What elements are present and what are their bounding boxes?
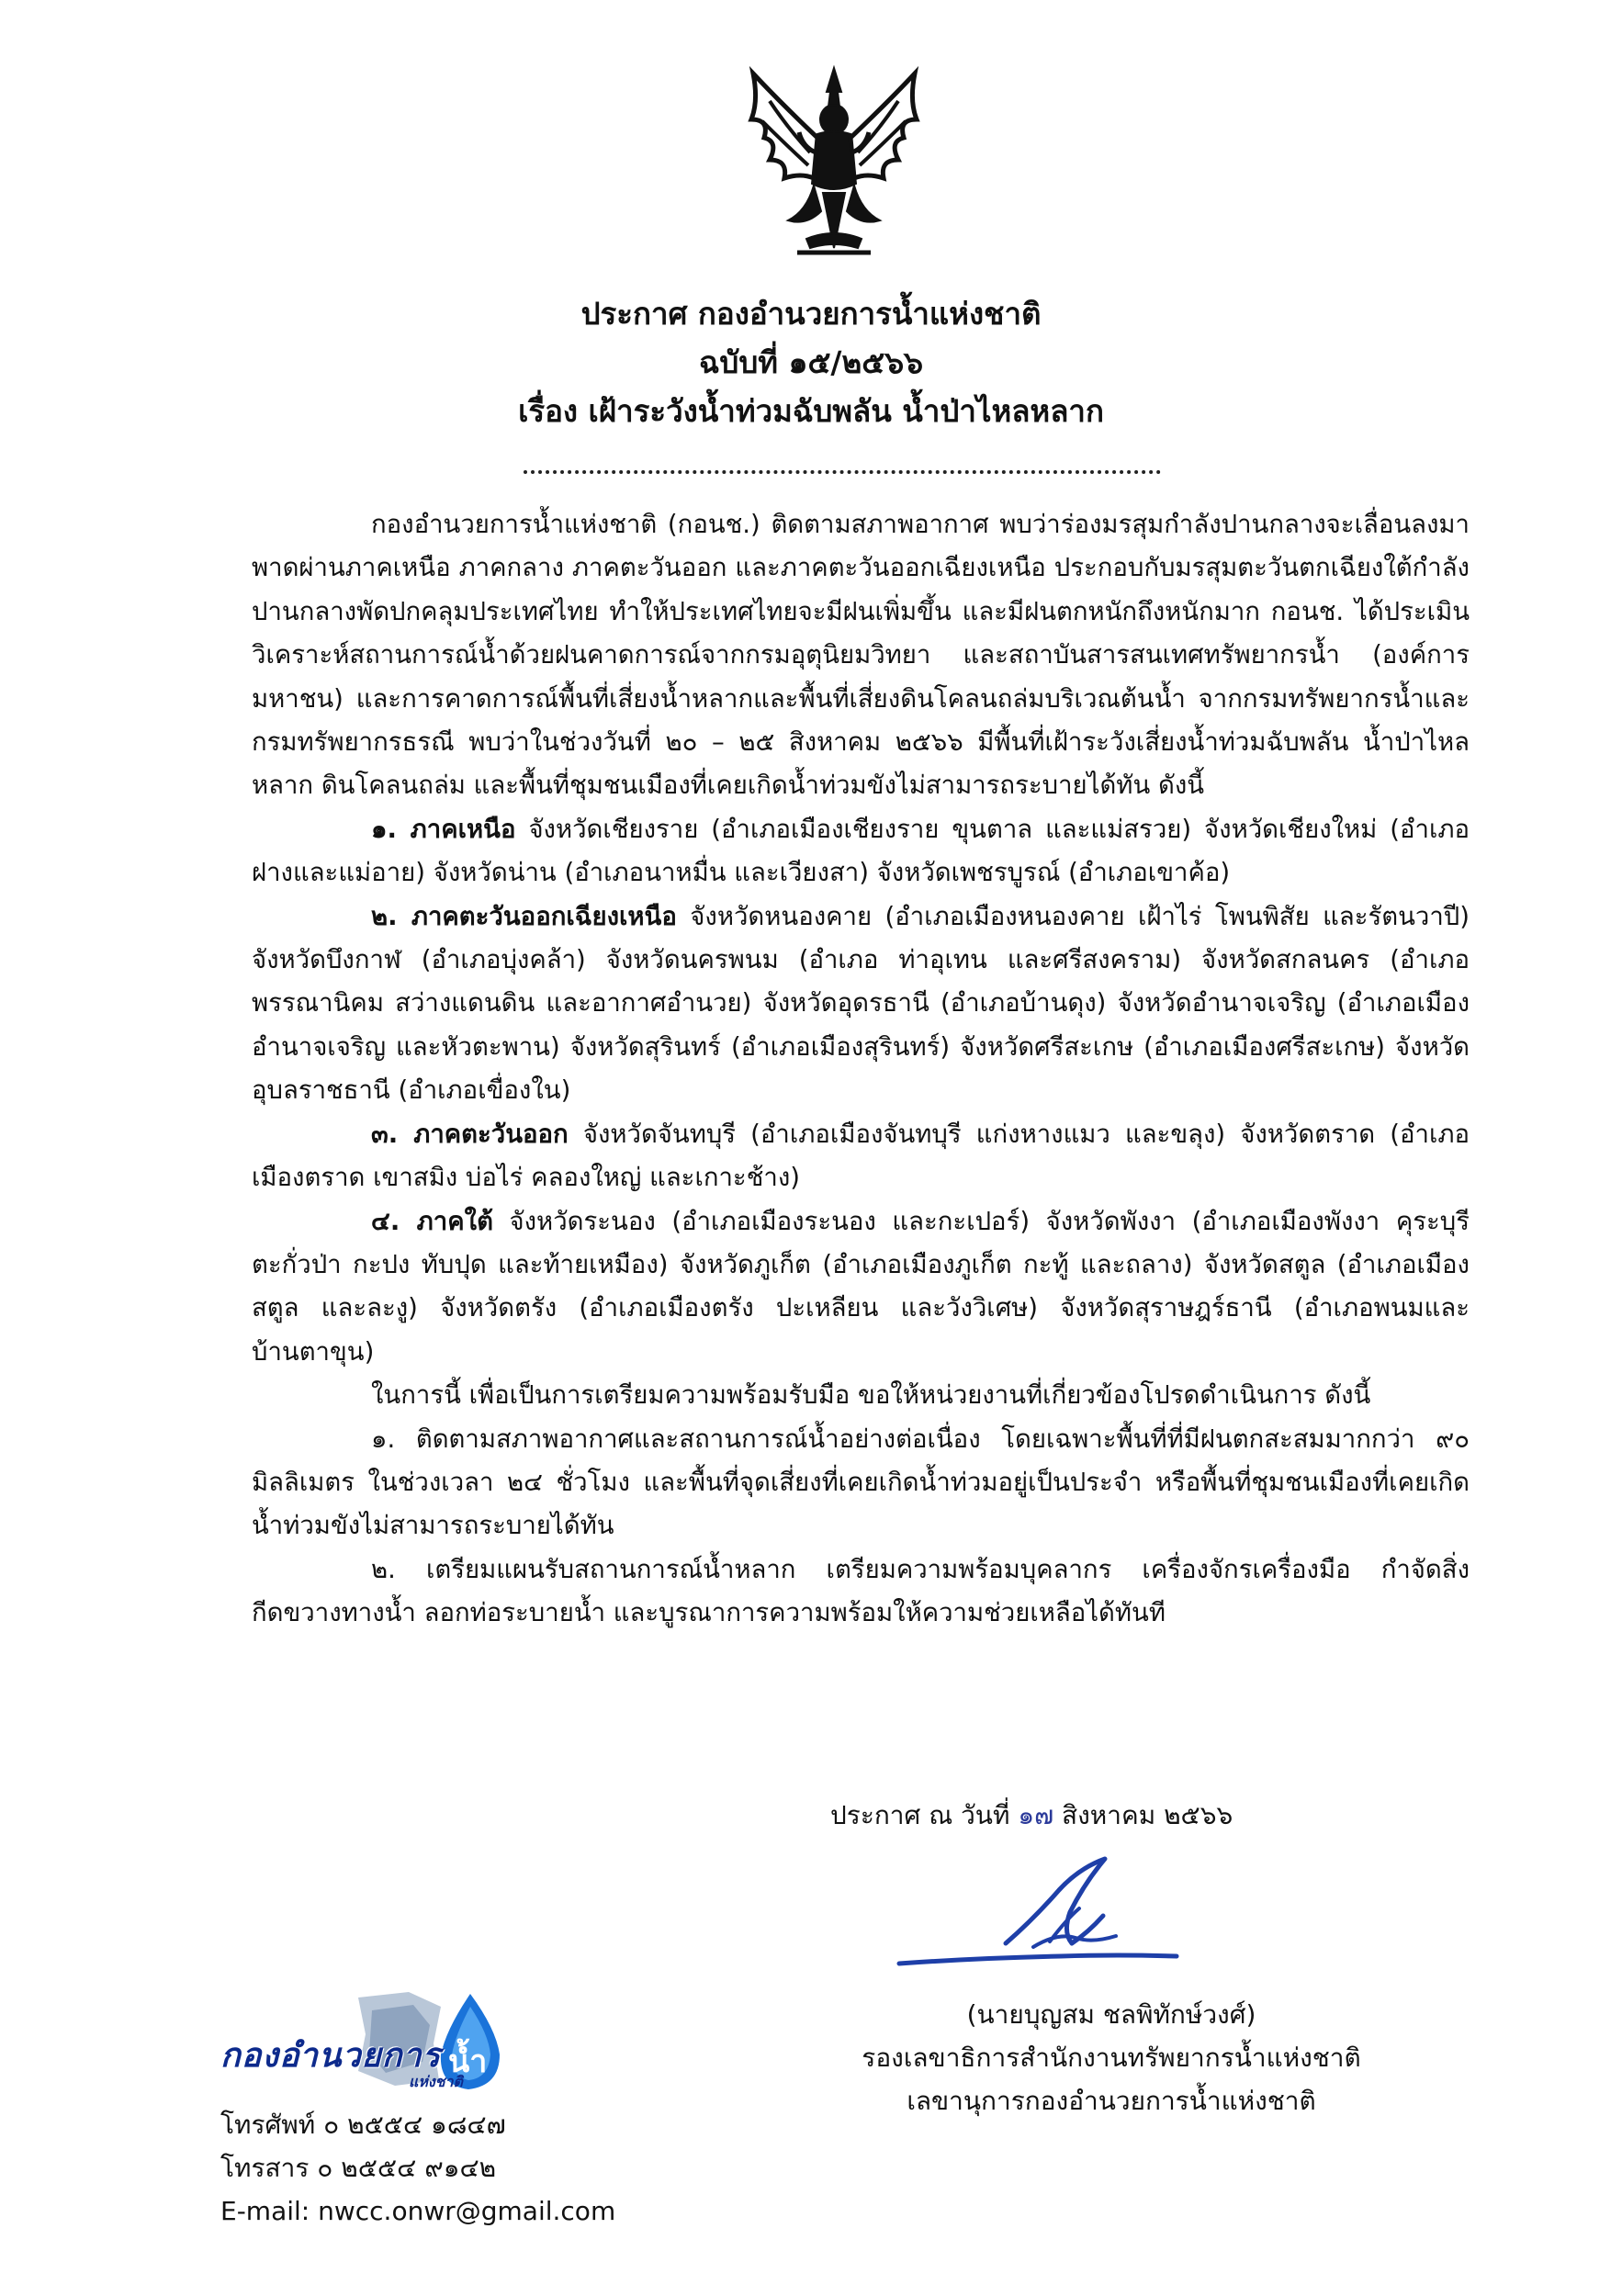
date-day: ๑๗ <box>1018 1800 1054 1830</box>
announcement-date <box>830 1794 1381 1838</box>
region-paragraph-northeast <box>252 895 1470 1113</box>
signer-position-2: เลขานุการกองอำนวยการน้ำแห่งชาติ <box>907 2086 1316 2116</box>
intro-paragraph: กองอำนวยการน้ำแห่งชาติ (กอนช.) ติดตามสภาพอากาศ พบว่าร่องมรสุมกำลังปานกลางจะเลื่อนลงมาพาดผ่านภาคเหนือ ภาคกลาง ภาคตะวันออก และภาคตะวันออกเฉียงเหนือ ประกอบกับมรสุมตะวันตกเฉียงใต้กำลังปานกลางพัดปกคลุมประเทศไทย ทำให้ประเทศไทยจะมีฝนเพิ่มขึ้น และมีฝนตกหนักถึงหนักมาก กอนช. ได้ประเมินวิเคราะห์สถานการณ์น้ำด้วยฝนคาดการณ์จากกรมอุตุนิยมวิทยา และสถาบันสารสนเทศทรัพยากรน้ำ (องค์การมหาชน) และการคาดการณ์พื้นที่เสี่ยงน้ำหลากและพื้นที่เสี่ยงดินโคลนถล่มบริเวณต้นน้ำ จากกรมทรัพยากรน้ำและกรมทรัพยากรธรณี พบว่าในช่วงวันที่ ๒๐ – ๒๕ สิงหาคม ๒๕๖๖ มีพื้นที่เฝ้าระวังเสี่ยงน้ำท่วมฉับพลัน น้ำป่าไหลหลาก ดินโคลนถล่ม และพื้นที่ชุมชนเมืองที่เคยเกิดน้ำท่วมขังไม่สามารถระบายได้ทัน ดังนี้ <box>252 510 1470 801</box>
title-line-number: ฉบับที่ ๑๕/๒๕๖๖ <box>698 344 924 380</box>
garuda-emblem-icon <box>742 64 926 262</box>
action-item: ๒. เตรียมแผนรับสถานการณ์น้ำหลาก เตรียมความพร้อมบุคลากร เครื่องจักรเครื่องมือ กำจัดสิ่งกีดขวางทางน้ำ ลอกท่อระบายน้ำ และบูรณาการความพร้อมให้ความช่วยเหลือได้ทันที <box>252 1554 1470 1628</box>
signer-name: (นายบุญสม ชลพิทักษ์วงศ์) <box>966 1999 1256 2030</box>
title-line-subject: เรื่อง เฝ้าระวังน้ำท่วมฉับพลัน น้ำป่าไหลหลาก <box>518 393 1104 429</box>
logo-badge: น้ำ <box>448 2043 488 2080</box>
announcement-title <box>0 289 1622 435</box>
region-text: จังหวัดเชียงราย (อำเภอเมืองเชียงราย ขุนตาล และแม่สรวย) จังหวัดเชียงใหม่ (อำเภอฝางและแม่อาย) จังหวัดน่าน (อำเภอนาหมื่น และเวียงสา) จังหวัดเพชรบูรณ์ (อำเภอเขาค้อ) <box>252 814 1470 888</box>
region-paragraph-east <box>252 1113 1470 1200</box>
contact-fax: โทรสาร ๐ ๒๕๕๔ ๙๑๔๒ <box>220 2153 497 2183</box>
date-prefix: ประกาศ ณ วันที่ <box>830 1800 1019 1830</box>
region-text: จังหวัดจันทบุรี (อำเภอเมืองจันทบุรี แก่งหางแมว และขลุง) จังหวัดตราด (อำเภอเมืองตราด เขาสมิง บ่อไร่ คลองใหญ่ และเกาะช้าง) <box>252 1119 1470 1193</box>
region-heading: ๑. ภาคเหนือ <box>371 814 516 844</box>
preparation-intro: ในการนี้ เพื่อเป็นการเตรียมความพร้อมรับมือ ขอให้หน่วยงานที่เกี่ยวข้องโปรดดำเนินการ ดังนี้ <box>371 1380 1371 1411</box>
dotted-divider <box>524 470 1161 474</box>
action-item: ๑. ติดตามสภาพอากาศและสถานการณ์น้ำอย่างต่อเนื่อง โดยเฉพาะพื้นที่ที่มีฝนตกสะสมมากกว่า ๙๐ มิลลิเมตร ในช่วงเวลา ๒๔ ชั่วโมง และพื้นที่จุดเสี่ยงที่เคยเกิดน้ำท่วมอยู่เป็นประจำ หรือพื้นที่ชุมชนเมืองที่เคยเกิดน้ำท่วมขังไม่สามารถระบายได้ทัน <box>252 1424 1470 1541</box>
logo-text: กองอำนวยการ <box>220 2037 442 2075</box>
announcement-body <box>252 503 1470 1636</box>
region-heading: ๒. ภาคตะวันออกเฉียงเหนือ <box>371 901 677 931</box>
title-line-issuer: ประกาศ กองอำนวยการน้ำแห่งชาติ <box>580 296 1042 332</box>
contact-email[interactable]: E-mail: nwcc.onwr@gmail.com <box>220 2196 616 2226</box>
region-text: จังหวัดหนองคาย (อำเภอเมืองหนองคาย เฝ้าไร่ โพนพิสัย และรัตนวาปี) จังหวัดบึงกาฬ (อำเภอบุ่งคล้า) จังหวัดนครพนม (อำเภอ ท่าอุเทน และศรีสงคราม) จังหวัดสกลนคร (อำเภอพรรณานิคม สว่างแดนดิน และอากาศอำนวย) จังหวัดอุดรธานี (อำเภอบ้านดุง) จังหวัดอำนาจเจริญ (อำเภอเมืองอำนาจเจริญ และหัวตะพาน) จังหวัดสุรินทร์ (อำเภอเมืองสุรินทร์) จังหวัดศรีสะเกษ (อำเภอเมืองศรีสะเกษ) จังหวัดอุบลราชธานี (อำเภอเขื่องใน) <box>252 901 1470 1106</box>
handwritten-signature-icon <box>895 1855 1180 1979</box>
signer-position-1: รองเลขาธิการสำนักงานทรัพยากรน้ำแห่งชาติ <box>862 2043 1361 2073</box>
region-heading: ๓. ภาคตะวันออก <box>371 1119 569 1149</box>
region-paragraph-south <box>252 1200 1470 1375</box>
logo-subtext: แห่งชาติ <box>409 2073 463 2090</box>
region-heading: ๔. ภาคใต้ <box>371 1206 493 1236</box>
contact-phone: โทรศัพท์ ๐ ๒๕๕๔ ๑๘๔๗ <box>220 2110 506 2140</box>
region-paragraph-north <box>252 808 1470 895</box>
region-text: จังหวัดระนอง (อำเภอเมืองระนอง และกะเปอร์) จังหวัดพังงา (อำเภอเมืองพังงา คุระบุรี ตะกั่วป่า กะปง ทับปุด และท้ายเหมือง) จังหวัดภูเก็ต (อำเภอเมืองภูเก็ต กะทู้ และถลาง) จังหวัดสตูล (อำเภอเมืองสตูล และละงู) จังหวัดตรัง (อำเภอเมืองตรัง ปะเหลียน และวังวิเศษ) จังหวัดสุราษฎร์ธานี (อำเภอพนมและบ้านตาขุน) <box>252 1206 1470 1367</box>
contact-info <box>220 2103 863 2233</box>
nwcc-logo-icon <box>220 1988 542 2094</box>
date-suffix: สิงหาคม ๒๕๖๖ <box>1053 1800 1233 1830</box>
